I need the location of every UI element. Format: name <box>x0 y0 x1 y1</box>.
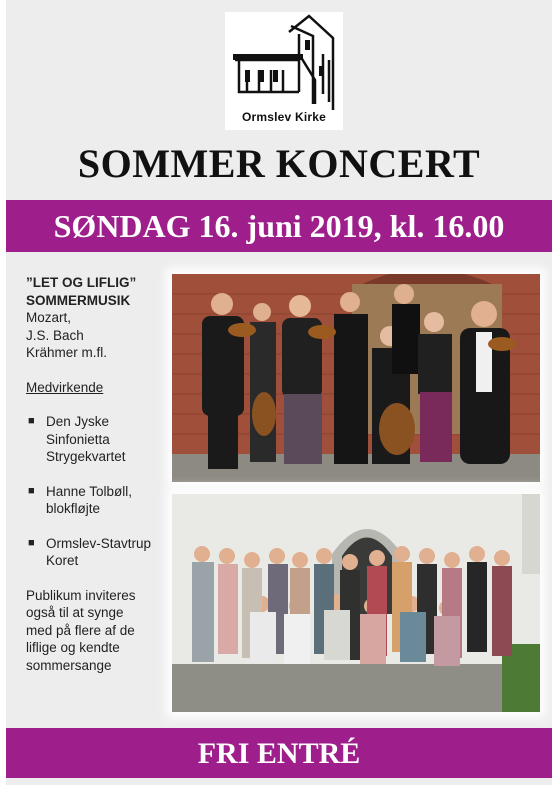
performers-list <box>26 413 171 570</box>
poster <box>6 0 552 785</box>
performer-item <box>26 483 171 518</box>
composer-3: Krähmer m.fl. <box>26 345 108 360</box>
bullet-icon: ■ <box>28 484 35 497</box>
performer-line: Sinfonietta <box>46 431 110 447</box>
date-band: SØNDAG 16. juni 2019, kl. 16.00 <box>6 200 552 252</box>
program-heading-2: SOMMERMUSIK <box>26 292 131 308</box>
performer-line: Ormslev-Stavtrup <box>46 535 152 551</box>
invitation-text <box>26 587 171 675</box>
program-column <box>26 274 171 674</box>
program-heading-1: ”LET OG LIFLIG” <box>26 275 137 290</box>
bullet-icon: ■ <box>28 536 35 549</box>
quartet-photo <box>172 274 540 482</box>
composer-1: Mozart, <box>26 310 72 325</box>
performer-item <box>26 535 171 570</box>
invitation-line: Publikum inviteres <box>26 587 136 603</box>
performer-line: Koret <box>46 553 79 568</box>
free-entry-band: FRI ENTRÉ <box>6 728 552 778</box>
church-logo <box>225 12 343 130</box>
page-title: SOMMER KONCERT <box>77 141 481 186</box>
performer-line: blokfløjte <box>46 501 101 516</box>
bullet-icon: ■ <box>28 415 35 427</box>
performer-line: Strygekvartet <box>46 449 126 464</box>
church-icon <box>229 14 339 110</box>
performer-line: Den Jyske <box>46 414 110 429</box>
invitation-line: med på flere af de <box>26 622 135 638</box>
performer-item <box>26 413 171 466</box>
performers-heading: Medvirkende <box>26 379 104 395</box>
logo-text: Ormslev Kirke <box>242 110 326 124</box>
performer-line: Hanne Tolbøll, <box>46 483 133 499</box>
invitation-line: også til at synge <box>26 605 124 620</box>
invitation-line: liflige og kendte <box>26 640 120 655</box>
choir-photo <box>172 494 540 712</box>
composer-2: J.S. Bach <box>26 327 84 343</box>
invitation-line: sommersange <box>26 657 112 673</box>
